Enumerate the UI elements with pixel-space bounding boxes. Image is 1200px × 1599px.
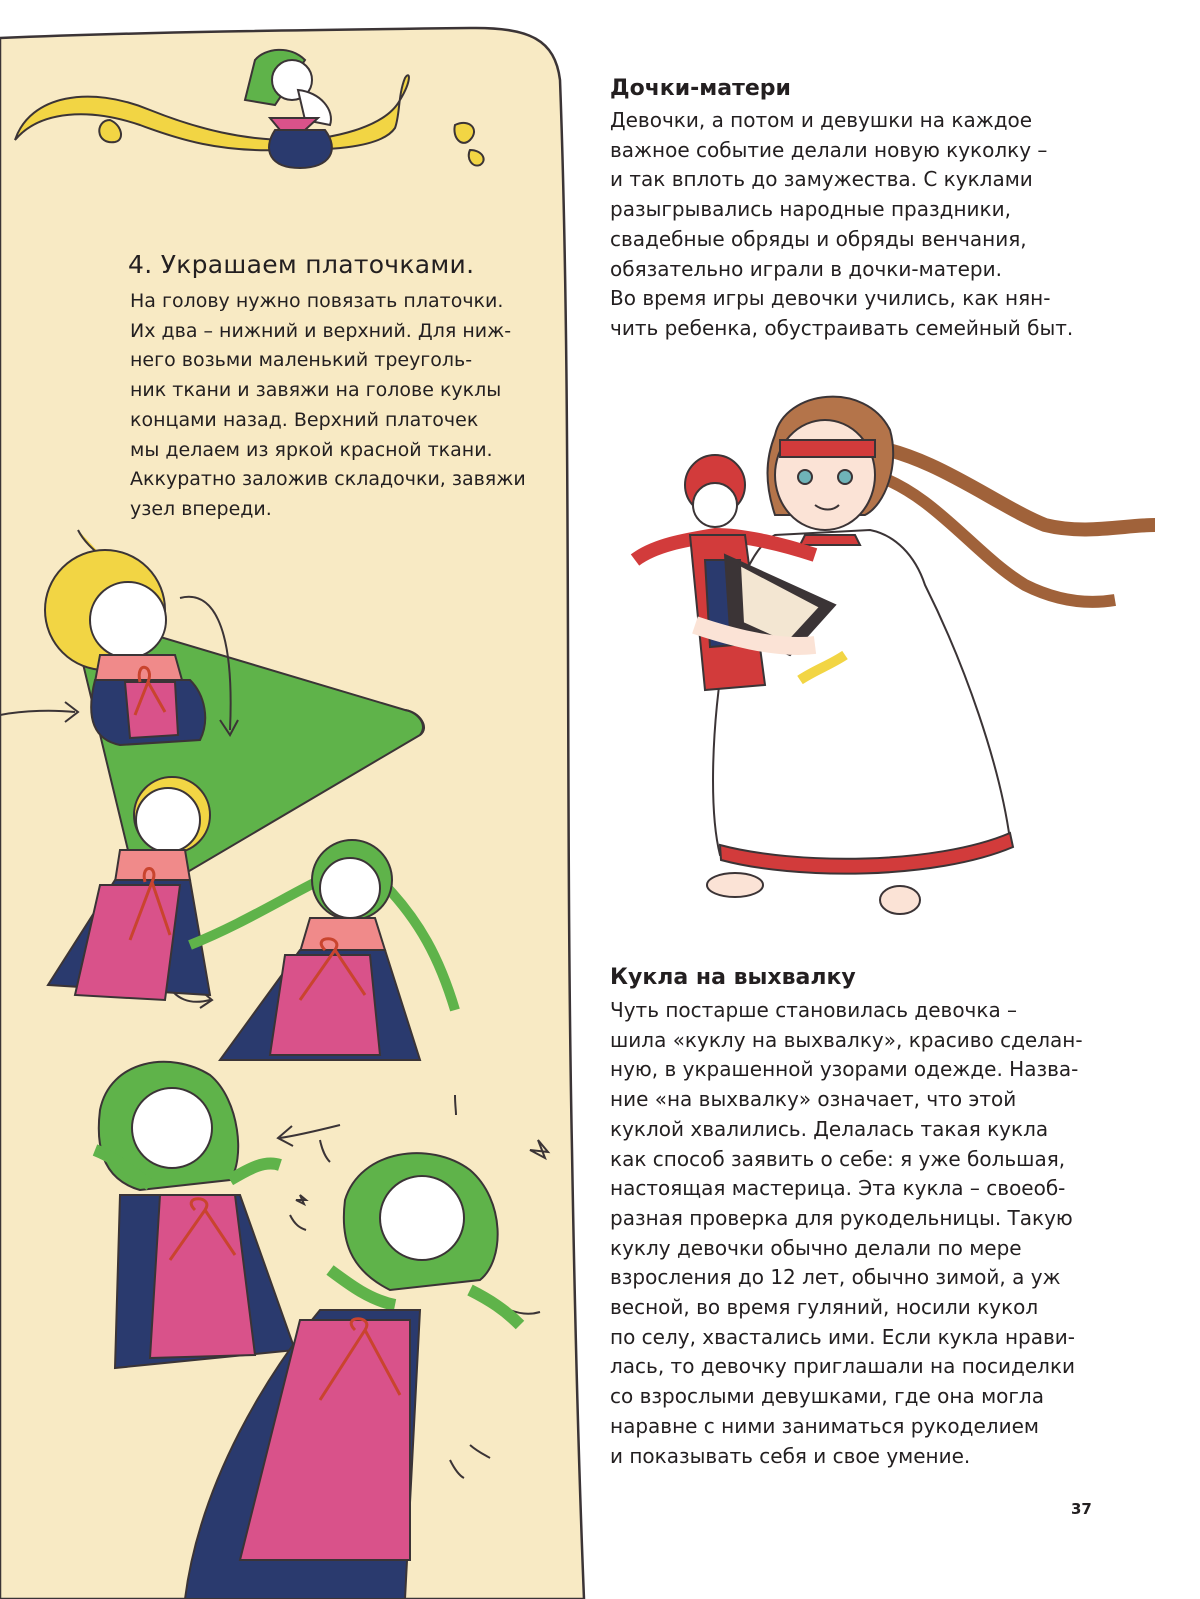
step-line: ник ткани и завяжи на голове куклы (130, 379, 502, 402)
step-instructions (130, 287, 550, 525)
section-line: Чуть постарше становилась девочка – (610, 998, 1018, 1022)
section-line: весной, во время гуляний, носили кукол (610, 1295, 1039, 1320)
step-title: 4. Украшаем платочками. (128, 250, 475, 279)
section-text-vykhvalka (610, 996, 1083, 1471)
section-line: разная проверка для рукодельницы. Такую (610, 1205, 1073, 1230)
section-line: ние «на выхвалку» означает, что этой (610, 1087, 1017, 1112)
section-line: куклой хвалились. Делалась такая кукла (610, 1116, 1049, 1141)
page-number: 37 (1071, 1500, 1092, 1518)
step-line: Их два – нижний и верхний. Для ниж- (130, 319, 512, 342)
section-line: свадебные обряды и обряды венчания, (610, 226, 1027, 251)
section-line: и показывать себя и свое умение. (610, 1443, 971, 1468)
section-line: куклу девочки обычно делали по мере (610, 1235, 1022, 1260)
section-line: Во время игры девочки учились, как нян- (610, 286, 1051, 311)
section-line: Девочки, а потом и девушки на каждое (610, 108, 1033, 132)
section-title-dochki: Дочки-матери (610, 76, 791, 101)
section-line: взросления до 12 лет, обычно зимой, а уж (610, 1265, 1061, 1290)
step-line: него возьми маленький треуголь- (130, 349, 473, 372)
step-line: На голову нужно повязать платочки. (130, 290, 504, 312)
step-line: мы делаем из яркой красной ткани. (130, 438, 493, 461)
step-line: узел впереди. (130, 497, 272, 520)
section-line: ную, в украшенной узорами одежде. Назва- (610, 1057, 1079, 1082)
section-line: как способ заявить о себе: я уже большая, (610, 1146, 1066, 1171)
section-line: шила «куклу на выхвалку», красиво сделан- (610, 1027, 1083, 1052)
section-line: важное событие делали новую куколку – (610, 137, 1048, 162)
step-line: концами назад. Верхний платочек (130, 408, 479, 431)
section-line: чить ребенка, обустраивать семейный быт. (610, 315, 1074, 340)
section-line: и так вплоть до замужества. С куклами (610, 167, 1033, 192)
section-line: разыгрывались народные праздники, (610, 197, 1011, 222)
section-line: лась, то девочку приглашали на посиделки (610, 1354, 1076, 1379)
section-line: со взрослыми девушками, где она могла (610, 1384, 1044, 1409)
section-line: по селу, хвастались ими. Если кукла нрави- (610, 1324, 1075, 1349)
illustration-panel (0, 0, 590, 1599)
section-line: обязательно играли в дочки-матери. (610, 256, 1002, 281)
section-line: настоящая мастерица. Эта кукла – своеоб- (610, 1176, 1066, 1201)
section-text-dochki (610, 106, 1073, 344)
girl-with-doll-illustration (615, 385, 1160, 925)
panel-background (0, 0, 590, 1599)
section-title-vykhvalka: Кукла на выхвалку (610, 965, 856, 990)
step-line: Аккуратно заложив складочки, завяжи (130, 468, 526, 491)
section-line: наравне с ними заниматься рукоделием (610, 1413, 1039, 1438)
